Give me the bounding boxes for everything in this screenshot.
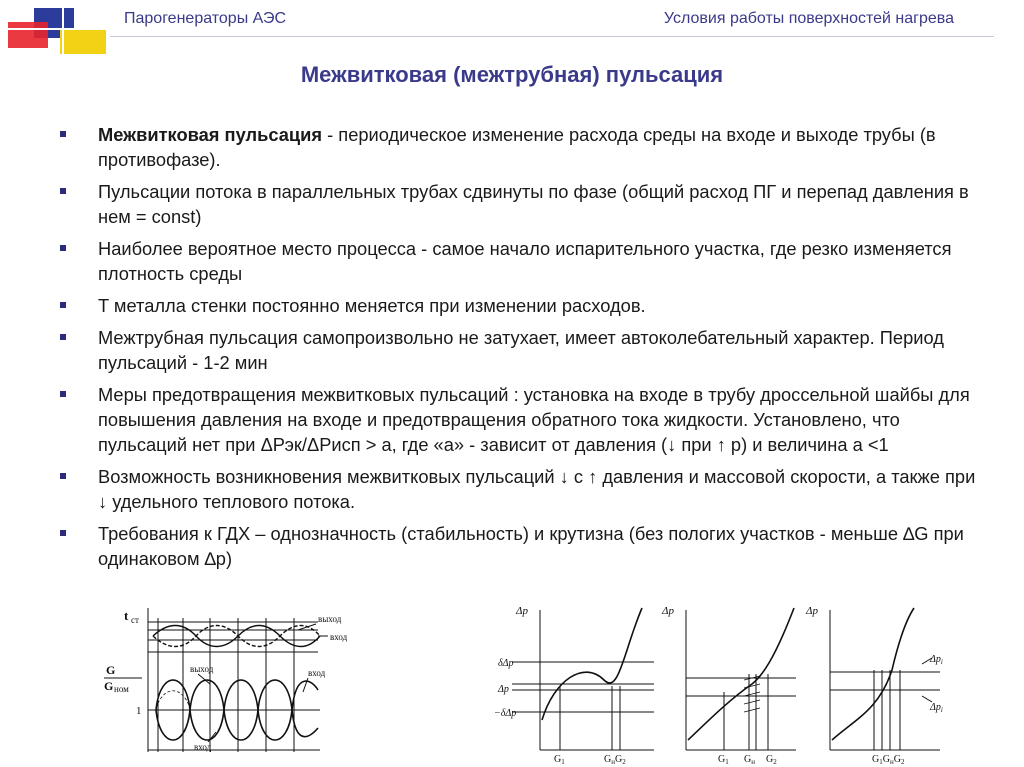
dpi-lower-label: $\Delta p_i$ — [930, 702, 943, 714]
bullet-square-icon — [60, 245, 66, 251]
fig-t-label: t — [124, 608, 129, 623]
fig-vhod-right: вход — [308, 668, 326, 678]
fig-t-sub: ст — [131, 615, 139, 625]
bullet-square-icon — [60, 302, 66, 308]
bullet-item — [56, 122, 986, 172]
dp-axis-label-3: Δp — [806, 605, 818, 617]
bullet-square-icon — [60, 473, 66, 479]
bullet-item — [56, 236, 986, 286]
bullet-item — [56, 325, 986, 375]
fig-g-den-sub: ном — [114, 684, 129, 694]
minus-ddp-label: −δΔp — [494, 708, 517, 719]
bullet-item — [56, 464, 986, 514]
g1-gk-g2-label-3: $G_1G_нG_2$ — [872, 754, 905, 764]
g1-label-2: $G_1$ — [718, 754, 729, 764]
dpi-upper-label: $\Delta p_i$ — [930, 654, 943, 666]
slide-title: Межвитковая (межтрубная) пульсация — [300, 62, 724, 87]
gk-label-2: $G_н$ — [744, 754, 755, 764]
fig-g-num: G — [106, 663, 116, 677]
bullet-square-icon — [60, 530, 66, 536]
bullet-text: Возможность возникновения межвитковых пульсаций ↓ с ↑ давления и массовой скорости, а также при ↓ удельного теплового потока. — [98, 466, 976, 512]
bullet-square-icon — [60, 334, 66, 340]
fig-vhod-top: вход — [330, 632, 348, 642]
fig-vhod-bottom: вход — [194, 742, 212, 752]
bullet-text: Пульсации потока в параллельных трубах сдвинуты по фазе (общий расход ПГ и перепад давления в нем = const) — [98, 181, 969, 227]
dp-axis-label-2: Δp — [662, 605, 674, 617]
bullet-text: Наиболее вероятное место процесса - самое начало испарительного участка, где резко изменяется плотность среды — [98, 238, 952, 284]
bullet-item — [56, 521, 986, 571]
header-left: Парогенераторы АЭС — [124, 10, 287, 27]
bullet-text: Требования к ГДХ – однозначность (стабильность) и крутизна (без пологих участков - меньше ∆G при одинаковом ∆p) — [98, 523, 964, 569]
bullet-square-icon — [60, 188, 66, 194]
dp-pr-label: Δp — [498, 684, 509, 695]
bullet-text: T металла стенки постоянно меняется при изменении расходов. — [98, 295, 646, 316]
bullet-item — [56, 382, 986, 457]
g2-label-2: $G_2$ — [766, 754, 777, 764]
gk-g2-label: $G_нG_2$ — [604, 754, 626, 764]
header-right: Условия работы поверхностей нагрева — [663, 10, 954, 27]
fig-g-den: G — [104, 679, 114, 693]
fig-one-label: 1 — [136, 705, 142, 717]
bullet-text: Межтрубная пульсация самопроизвольно не затухает, имеет автоколебательный характер. Период пульсаций - 1-2 мин — [98, 327, 944, 373]
bullet-list — [56, 122, 986, 578]
bullet-square-icon — [60, 131, 66, 137]
fig-vyhod-top: выход — [318, 614, 342, 624]
bullet-square-icon — [60, 391, 66, 397]
bullet-text: - периодическое изменение расхода среды на входе и выходе трубы (в противофазе). — [98, 124, 936, 170]
header-divider — [110, 36, 994, 37]
ddp-label: δΔp — [498, 658, 514, 669]
hydraulic-characteristics-figure — [494, 600, 958, 764]
g1-label: $G_1$ — [554, 754, 565, 764]
bullet-bold: Межвитковая пульсация — [98, 124, 323, 145]
corner-decoration — [0, 0, 110, 60]
bullet-item — [56, 293, 986, 318]
pulsation-waveform-figure — [98, 600, 360, 762]
bullet-text: Меры предотвращения межвитковых пульсаций : установка на входе в трубу дроссельной шайбы для повышения давления на входе и предотвращения обратного тока жидкости. Установлено, что пульсаций нет при ΔРэк/ΔРисп > a, где «a» - зависит от давления (↓ при ↑ p) и величина a <1 — [98, 384, 970, 455]
bullet-item — [56, 179, 986, 229]
dp-axis-label-1: Δp — [516, 605, 528, 617]
fig-vyhod-bottom: выход — [190, 664, 214, 674]
